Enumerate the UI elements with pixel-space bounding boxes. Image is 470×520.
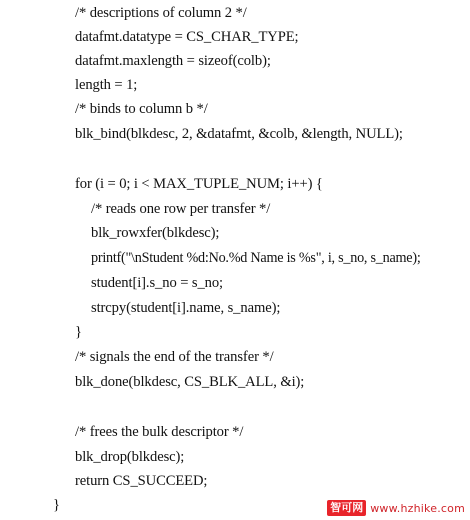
code-line-18: /* frees the bulk descriptor */ (75, 424, 244, 440)
code-line-15: /* signals the end of the transfer */ (75, 349, 274, 365)
code-line-12: student[i].s_no = s_no; (91, 275, 224, 291)
code-line-14: } (75, 324, 82, 340)
code-line-21: } (53, 497, 60, 513)
watermark-url: www.hzhike.com (370, 501, 465, 515)
watermark-logo: 智可网 (327, 500, 366, 516)
code-line-19: blk_drop(blkdesc); (75, 449, 185, 465)
code-line-2: datafmt.datatype = CS_CHAR_TYPE; (75, 29, 299, 45)
code-line-20: return CS_SUCCEED; (75, 473, 208, 489)
code-line-3: datafmt.maxlength = sizeof(colb); (75, 53, 271, 69)
code-line-16: blk_done(blkdesc, CS_BLK_ALL, &i); (75, 374, 305, 390)
code-line-13: strcpy(student[i].name, s_name); (91, 300, 281, 316)
code-line-4: length = 1; (75, 77, 138, 93)
code-line-6: blk_bind(blkdesc, 2, &datafmt, &colb, &length, NULL); (75, 126, 403, 142)
code-line-10: blk_rowxfer(blkdesc); (91, 225, 220, 241)
code-line-8: for (i = 0; i < MAX_TUPLE_NUM; i++) { (75, 176, 323, 192)
code-line-9: /* reads one row per transfer */ (91, 201, 271, 217)
site-watermark (324, 499, 468, 517)
code-line-11: printf("\nStudent %d:No.%d Name is %s", i, s_no, s_name); (91, 250, 421, 266)
code-line-1: /* descriptions of column 2 */ (75, 5, 247, 21)
code-line-5: /* binds to column b */ (75, 101, 208, 117)
